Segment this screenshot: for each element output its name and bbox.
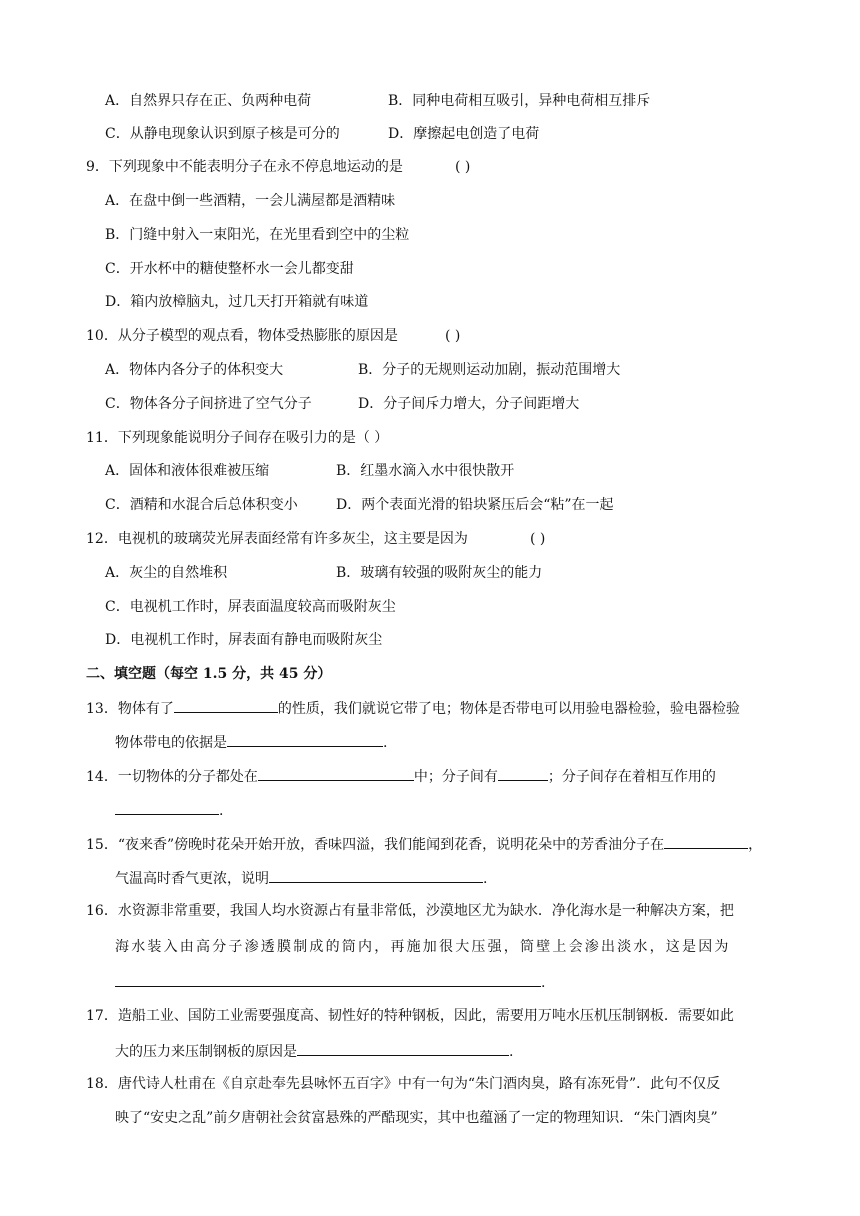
- q13-number: 13．: [86, 701, 118, 717]
- q9-stem-text: 9．下列现象中不能表明分子在永不停息地运动的是: [86, 159, 403, 175]
- q13-end: .: [383, 735, 388, 751]
- q17-line1: [86, 1006, 734, 1026]
- q16-text-2: 海水装入由高分子渗透膜制成的筒内，再施加很大压强，筒壁上会渗出淡水，这是因为: [115, 939, 731, 955]
- q17-text-2: 大的压力来压制钢板的原因是: [115, 1044, 297, 1060]
- q10-option-a: A．物体内各分子的体积变大: [105, 362, 284, 378]
- q18-line2: 映了“安史之乱”前夕唐朝社会贫富悬殊的严酷现实，其中也蕴涵了一定的物理知识．“朱门酒肉臭”: [115, 1110, 718, 1126]
- q14-line2: [115, 799, 223, 819]
- q17-text-1: 造船工业、国防工业需要强度高、韧性好的特种钢板，因此，需要用万吨水压机压制钢板．需要如此: [117, 1008, 734, 1024]
- q10-answer-paren: ( ): [445, 328, 461, 344]
- q15-comma: ，: [748, 837, 763, 853]
- q16-line3: [115, 971, 545, 991]
- q15-blank-2[interactable]: [269, 867, 483, 883]
- q9-option-d: D．箱内放樟脑丸，过几天打开箱就有味道: [105, 294, 369, 310]
- q14-text-2: 中；分子间有: [413, 769, 498, 785]
- q16-number: 16．: [86, 903, 118, 919]
- q9-answer-paren: ( ): [455, 159, 471, 175]
- q10-option-b: B．分子的无规则运动加剧，振动范围增大: [358, 362, 621, 378]
- q16-line2: [115, 937, 731, 957]
- q14-number: 14．: [86, 769, 118, 785]
- q11-option-d: D．两个表面光滑的铅块紧压后会“粘”在一起: [336, 497, 614, 513]
- q9-option-b: B．门缝中射入一束阳光，在光里看到空中的尘粒: [105, 227, 410, 243]
- q15-line2: [115, 867, 487, 887]
- q8-option-a: A．自然界只存在正、负两种电荷: [105, 93, 312, 109]
- q17-end: .: [509, 1044, 514, 1060]
- q14-blank-1[interactable]: [258, 765, 414, 781]
- q16-blank-1[interactable]: [115, 971, 541, 987]
- q15-end: .: [483, 871, 488, 887]
- q13-line2: [115, 731, 387, 751]
- q11-stem: 11．下列现象能说明分子间存在吸引力的是（ ）: [86, 430, 389, 446]
- section-heading-fill-in: 二、填空题（每空 1.5 分，共 45 分）: [86, 666, 332, 682]
- q11-option-c: C．酒精和水混合后总体积变小: [105, 497, 298, 513]
- q12-stem: 12．电视机的玻璃荧光屏表面经常有许多灰尘，这主要是因为: [86, 531, 468, 547]
- q18-line1: [86, 1074, 720, 1094]
- q13-text-2: 的性质，我们就说它带了电；物体是否带电可以用验电器检验，验电器检验: [277, 701, 740, 717]
- q8-option-c: C．从静电现象认识到原子核是可分的: [105, 126, 340, 142]
- q14-blank-2[interactable]: [498, 765, 548, 781]
- q17-blank-1[interactable]: [297, 1040, 509, 1056]
- q9-option-a: A．在盘中倒一些酒精，一会儿满屋都是酒精味: [105, 193, 396, 209]
- q13-text-1: 物体有了: [117, 701, 174, 717]
- q15-blank-1[interactable]: [664, 833, 748, 849]
- q17-line2: [115, 1040, 513, 1060]
- q11-option-a: A．固体和液体很难被压缩: [105, 463, 270, 479]
- q10-option-d: D．分子间斥力增大，分子间距增大: [358, 396, 580, 412]
- q8-option-d: D．摩擦起电创造了电荷: [388, 126, 540, 142]
- q9-stem: [86, 157, 403, 177]
- q10-stem: 10．从分子模型的观点看，物体受热膨胀的原因是: [86, 328, 398, 344]
- q18-text-1: 唐代诗人杜甫在《自京赴奉先县咏怀五百字》中有一句为“朱门酒肉臭，路有冻死骨”．此句不仅反: [117, 1076, 721, 1092]
- q13-text-3: 物体带电的依据是: [115, 735, 227, 751]
- q15-text-2: 气温高时香气更浓，说明: [115, 871, 269, 887]
- q14-text-1: 一切物体的分子都处在: [117, 769, 258, 785]
- q15-line1: [86, 833, 762, 853]
- q12-option-c: C．电视机工作时，屏表面温度较高而吸附灰尘: [105, 599, 396, 615]
- q15-text-1: “夜来香”傍晚时花朵开始开放，香味四溢，我们能闻到花香，说明花朵中的芳香油分子在: [117, 837, 665, 853]
- q12-option-b: B．玻璃有较强的吸附灰尘的能力: [336, 565, 543, 581]
- q18-number: 18．: [86, 1076, 118, 1092]
- q12-option-a: A．灰尘的自然堆积: [105, 565, 228, 581]
- q16-text-1: 水资源非常重要，我国人均水资源占有量非常低，沙漠地区尤为缺水．净化海水是一种解决方案，把: [117, 903, 734, 919]
- q17-number: 17．: [86, 1008, 118, 1024]
- q9-option-c: C．开水杯中的糖使整杯水一会儿都变甜: [105, 261, 354, 277]
- q12-answer-paren: ( ): [530, 531, 546, 547]
- q15-number: 15．: [86, 837, 118, 853]
- q13-blank-2[interactable]: [227, 731, 383, 747]
- q16-end: .: [541, 975, 546, 991]
- q10-option-c: C．物体各分子间挤进了空气分子: [105, 396, 312, 412]
- q8-option-b: B．同种电荷相互吸引，异种电荷相互排斥: [388, 93, 651, 109]
- q14-end: .: [219, 803, 224, 819]
- q14-line1: [86, 765, 716, 785]
- q12-option-d: D．电视机工作时，屏表面有静电而吸附灰尘: [105, 632, 383, 648]
- q14-blank-3[interactable]: [115, 799, 219, 815]
- q13-blank-1[interactable]: [174, 697, 278, 713]
- q13-line1: [86, 697, 740, 717]
- q16-line1: [86, 901, 734, 921]
- q11-option-b: B．红墨水滴入水中很快散开: [336, 463, 515, 479]
- q14-text-3: ；分子间存在着相互作用的: [547, 769, 716, 785]
